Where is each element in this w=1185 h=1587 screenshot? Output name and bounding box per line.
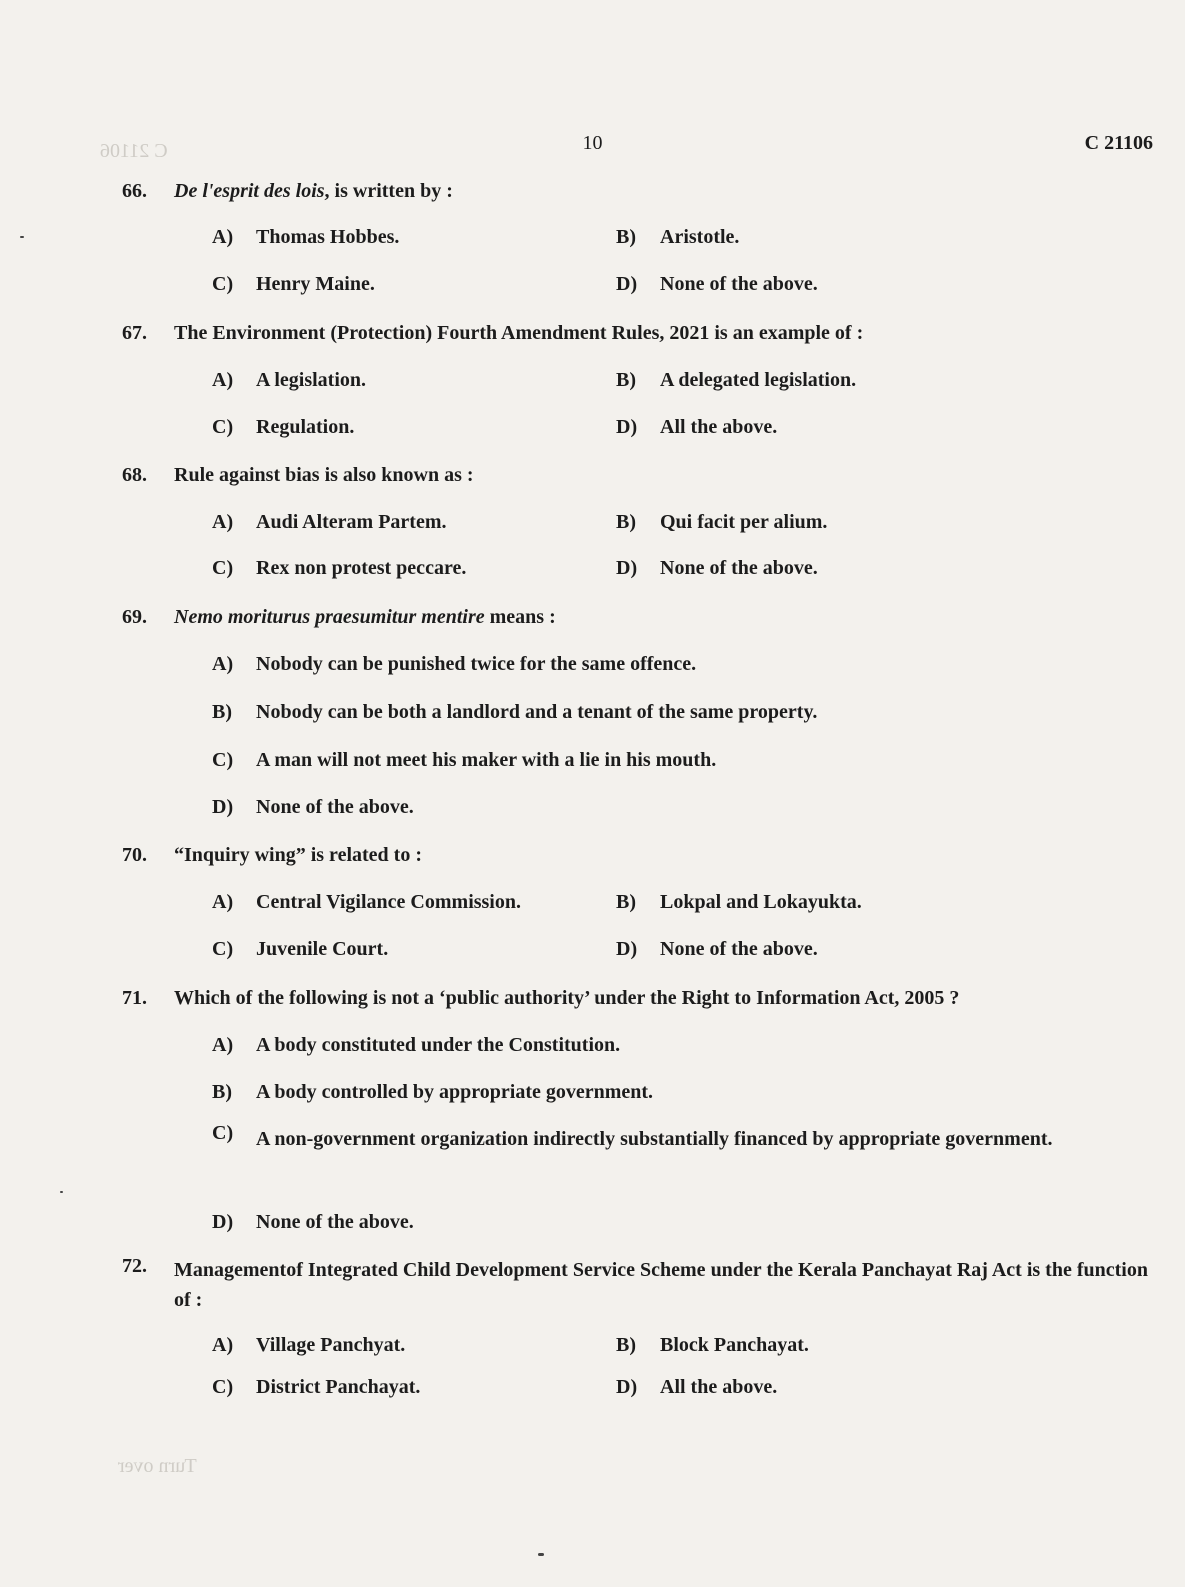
question-text: Managementof Integrated Child Development Service Scheme under the Kerala Panchayat Raj Act is the function of :	[174, 1259, 1148, 1311]
option-a: A) Village Panchyat.	[212, 1334, 406, 1356]
option-c: C) A non-government organization indirectly substantially financed by appropriate government.	[212, 1122, 1053, 1150]
option-c: C) Henry Maine.	[212, 273, 375, 295]
option-c: C) District Panchayat.	[212, 1376, 421, 1398]
option-a: A) A body constituted under the Constitution.	[212, 1034, 621, 1056]
question-text: Rule against bias is also known as :	[174, 464, 474, 486]
question-number: 68.	[122, 464, 147, 486]
scan-speck	[60, 1191, 63, 1193]
option-d: D) All the above.	[616, 1376, 778, 1398]
option-b: B) Aristotle.	[616, 226, 740, 248]
option-a: A) Central Vigilance Commission.	[212, 891, 521, 913]
question-70	[122, 844, 422, 867]
scan-speck	[538, 1553, 544, 1556]
bleed-code: C 21106	[100, 140, 168, 162]
question-text: Nemo moriturus praesumitur mentire means :	[174, 606, 556, 628]
option-b: B) Block Panchayat.	[616, 1334, 809, 1356]
option-a: A) Audi Alteram Partem.	[212, 511, 447, 533]
option-a: A) Nobody can be punished twice for the same offence.	[212, 653, 697, 675]
option-d: D) None of the above.	[616, 938, 818, 960]
question-number: 66.	[122, 180, 147, 202]
question-number: 69.	[122, 606, 147, 628]
option-c: C) Regulation.	[212, 416, 355, 438]
question-66	[122, 180, 453, 203]
option-c: C) Rex non protest peccare.	[212, 557, 467, 579]
option-d: D) None of the above.	[212, 1211, 414, 1233]
exam-code: C 21106	[1084, 132, 1153, 154]
option-d: D) None of the above.	[212, 796, 414, 818]
option-b: B) Lokpal and Lokayukta.	[616, 891, 862, 913]
question-69	[122, 606, 556, 629]
option-b: B) Nobody can be both a landlord and a tenant of the same property.	[212, 701, 818, 723]
question-71	[122, 987, 959, 1010]
option-c: C) Juvenile Court.	[212, 938, 389, 960]
question-text: The Environment (Protection) Fourth Amendment Rules, 2021 is an example of :	[174, 322, 864, 344]
question-number: 71.	[122, 987, 147, 1009]
question-67	[122, 322, 863, 345]
option-a: A) A legislation.	[212, 369, 367, 391]
question-text: De l'esprit des lois, is written by :	[174, 180, 453, 202]
option-b: B) Qui facit per alium.	[616, 511, 828, 533]
question-68	[122, 464, 474, 487]
option-d: D) None of the above.	[616, 273, 818, 295]
option-d: D) All the above.	[616, 416, 778, 438]
option-a: A) Thomas Hobbes.	[212, 226, 400, 248]
option-c: C) A man will not meet his maker with a lie in his mouth.	[212, 749, 717, 771]
question-72	[122, 1255, 1154, 1315]
scan-speck	[20, 236, 24, 238]
option-d: D) None of the above.	[616, 557, 818, 579]
option-b: B) A delegated legislation.	[616, 369, 857, 391]
question-number: 70.	[122, 844, 147, 866]
page-number: 10	[582, 132, 603, 154]
option-b: B) A body controlled by appropriate government.	[212, 1081, 654, 1103]
question-text: “Inquiry wing” is related to :	[174, 844, 422, 866]
question-number: 67.	[122, 322, 147, 344]
bleed-turn-over: Turn over	[118, 1455, 197, 1477]
question-number: 72.	[122, 1255, 147, 1277]
question-text: Which of the following is not a ‘public authority’ under the Right to Information Act, 2005 ?	[174, 987, 960, 1009]
